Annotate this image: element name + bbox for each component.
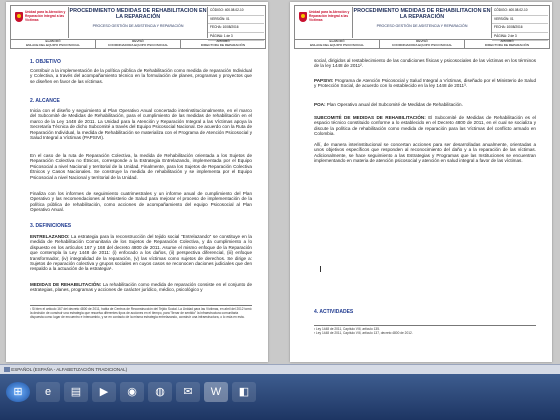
definition — [30, 234, 252, 272]
paragraph: Contribuir a la implementación de la política pública de Rehabilitación como medida de reparación Individual y Colectiva, a través del acompañamiento técnico en la formulación de planes, programas y proyectos que se diseñen en favor de las víctimas. — [30, 68, 252, 84]
language-indicator[interactable]: ESPAÑOL (ESPAÑA - ALFABETIZACIÓN TRADICIONAL) — [11, 367, 128, 372]
sig-label: ELABORÓ — [329, 39, 345, 43]
date: FECHA: 10/08/2016 — [492, 24, 548, 33]
taskbar — [0, 374, 560, 420]
definition-text: Plan Operativo anual del Subcomité de Medidas de Rehabilitación. — [325, 102, 463, 107]
definition-text: Programa de Atención Psicosocial y Salud Integral a Víctimas, diseñado por el Ministerio de Salud y Protección Social, de acuerdo con lo establecido en la ley 1448 de 2011³. — [314, 78, 536, 89]
coat-of-arms-icon — [15, 12, 23, 22]
logo — [12, 7, 69, 38]
term: ENTRELAZANDO: — [30, 234, 70, 239]
definition — [314, 102, 536, 107]
sig-name: DIRECTORA DE REPARACIÓN — [200, 43, 246, 47]
section-heading: 3. DEFINICIONES — [30, 223, 72, 229]
paragraph: En el caso de la ruta de Reparación Colectiva, la medida de Rehabilitación orientada a los Sujetos de Reparación Colectiva no Étnicos, corresponde a la Estrategia Entrelazando, implementada por el Equipo Psicosocial a nivel Nacional y territorial de la Unidad. Finalmente, para los Sujetos de Reparación Colectiva Étnicos y Casos Nacionales. Se construye la medida de rehabilitación y se implementa por el Equipo Psicosocial a nivel Nacional y territorial de la Unidad. — [30, 153, 252, 180]
section-heading: 2. ALCANCE — [30, 98, 60, 104]
media-player-icon[interactable]: ▶ — [92, 382, 116, 402]
definition-text: La rehabilitación como medida de reparación consiste en el conjunto de estrategias, planes, programas y acciones de carácter jurídico, médico, psicológico y — [30, 282, 252, 293]
internet-explorer-icon[interactable]: e — [36, 382, 60, 402]
paragraph: social, dirigidos al restablecimiento de las condiciones físicas y psicosociales de las víctimas en los términos de la ley 1448 de 2011². — [314, 58, 536, 69]
firefox-icon[interactable]: ◍ — [148, 382, 172, 402]
definition-text: La estrategia para la reconstrucción del tejido social "Entrelazando" se constituye en la medida de Rehabilitación Comunitaria de los Sujetos de Reparación Colectiva, y da cumplimiento a lo dispuesto en los artículos 167 y 168 del decreto 4800 de 2011. Asume el mismo enfoque de la Reparación que contempla la Ley 1448 de 2011: (i) enfocado a los daños, (ii) perspectiva diferencial, (iii) enfoque transformador, (iv) integralidad de la reparación, (v) las víctimas como sujetos de derechos. Se dirige a: Sujetos de reparación colectiva y grupos sociales en cuyos casos se reconocen daciones judiciales que den respaldo a la actuación de la estrategia¹. — [30, 234, 252, 272]
paragraph: Allí, de manera interinstitucional se concertan acciones para ser desarrolladas anualmente, orientadas a unos objetivos específicos que responden al reconocimiento del daño y a la reparación de las víctimas. Adicionalmente, se hace seguimiento a las Estrategias y Programas que las Instituciones se encuentran implementando en materia de atención psicosocial y atención en salud integral a favor de las víctimas. — [314, 142, 536, 164]
footnote: ¹ Si bien el artículo 167 del decreto 4800 de 2011, habla de Centros de Reconstrucción del Tejido Social. La Unidad para las Víctimas, en abril del 2012 tomó la decisión de construir una estrategia que resuelva diferentes tipos de acciones en el tiempo, para "llenar de sentido" la infraestructura comunitaria dispuesta como lugar de encuentro e intercambio, y se en contacto de la misma estrategia entrelazando, construir una infraestructura, o lo esta en esta. — [30, 307, 252, 319]
signature-row — [294, 39, 550, 49]
code: CÓDIGO: 400.08.02-10 — [208, 7, 264, 16]
start-button[interactable]: ⊞ — [6, 382, 30, 402]
term: POA: — [314, 102, 326, 107]
definition — [314, 78, 536, 89]
paragraph: Inicia con el diseño y seguimiento al Plan Operativo Anual concertado interinstitucionalmente, en el marco del Subcomité de Medidas de Rehabilitación, para el cumplimiento de las medidas de rehabilitación en el marco de la Ley 1448 de 2011. La Unidad para la Atención y Reparación Integral a las Víctimas apoya la Secretaría Técnica de dicho Subcomité a través del Equipo Psicosocial Nacional. De acuerdo con la Ruta de Reparación Individual, la medida de Rehabilitación se materializa con el Programa de Atención Psicosocial y Salud Integral a Víctimas (PAPSIVI). — [30, 108, 252, 141]
sig-label: ELABORÓ — [45, 39, 61, 43]
version: VERSIÓN: 01 — [492, 16, 548, 25]
paragraph: Finaliza con los informes de seguimiento cuatrimestrales y un informe anual de cumplimiento del Plan Operativo y las recomendaciones al Ministerio de Salud para mejorar el proceso de implementación de la política pública de rehabilitación, como acciones de acompañamiento del equipo Psicosocial al Plan Operativo Anual. — [30, 191, 252, 213]
process-name: PROCESO GESTIÓN DE ASISTENCIA Y REPARACIÓN — [376, 24, 468, 29]
file-explorer-icon[interactable]: ▤ — [64, 382, 88, 402]
sig-label: APROBÓ — [500, 39, 514, 43]
section-heading: 4. ACTIVIDADES — [314, 309, 354, 315]
section-heading: 1. OBJETIVO — [30, 59, 61, 65]
outlook-icon[interactable]: ✉ — [176, 382, 200, 402]
process-name: PROCESO GESTIÓN DE ASISTENCIA Y REPARACIÓN — [92, 24, 184, 29]
document-title: PROCEDIMIENTO MEDIDAS DE REHABILITACION EN LA REPARACIÓN — [353, 8, 491, 20]
logo — [296, 7, 353, 38]
document-header — [10, 5, 266, 40]
definition-text: El Subcomité de Medidas de Rehabilitación es el espacio técnico constituido conforme a lo establecido en el Decreto 4800 de 2011, en el cual se socializa y discute la política de rehabilitación como medida de reparación para las Víctimas del conflicto armado en Colombia. — [314, 115, 536, 137]
word-icon[interactable]: W — [204, 382, 228, 402]
sig-label: REVISÓ — [416, 39, 428, 43]
logo-text: Unidad para la Atención y Reparación Integral a las Víctimas — [309, 10, 350, 22]
definition — [30, 282, 252, 293]
sig-name: DIRECTORA DE REPARACIÓN — [484, 43, 530, 47]
document-header — [294, 5, 550, 40]
sig-name: COORDINADORA EQUIPO PSICOSOCIAL — [391, 43, 453, 47]
date: FECHA: 10/08/2016 — [208, 24, 264, 33]
coat-of-arms-icon — [299, 12, 307, 22]
sig-name: ENLACE DEL EQUIPO PSICOSOCIAL — [26, 43, 80, 47]
spellcheck-icon[interactable] — [4, 367, 10, 372]
text-cursor — [320, 266, 321, 272]
status-bar — [0, 364, 560, 374]
pdf-icon[interactable]: ◧ — [232, 382, 256, 402]
logo-text: Unidad para la Atención y Reparación Integral a las Víctimas — [25, 10, 66, 22]
term: MEDIDAS DE REHABILITACIÓN: — [30, 282, 102, 287]
chrome-icon[interactable]: ◉ — [120, 382, 144, 402]
document-page-1 — [6, 2, 268, 362]
footnote-2: ² Ley 1448 de 2011, Capítulo VIII, artículo 135. — [314, 327, 380, 331]
page-number: PÁGINA: 2 de 3 — [492, 33, 548, 42]
sig-label: APROBÓ — [216, 39, 230, 43]
version: VERSIÓN: 01 — [208, 16, 264, 25]
code: CÓDIGO: 400.08.02-10 — [492, 7, 548, 16]
sig-name: ENLACE DEL EQUIPO PSICOSOCIAL — [310, 43, 364, 47]
sig-name: COORDINADORA EQUIPO PSICOSOCIAL — [107, 43, 169, 47]
signature-row — [10, 39, 266, 49]
footnote-3: ³ Ley 1448 de 2011, Capítulo VIII, artículo 137, decreto 4800 de 2012. — [314, 330, 413, 335]
footnote — [314, 325, 536, 336]
term: PAPSIVI: — [314, 78, 334, 83]
sig-label: REVISÓ — [132, 39, 144, 43]
page-number: PÁGINA: 1 de 3 — [208, 33, 264, 42]
document-page-2 — [290, 2, 552, 362]
definition — [314, 115, 536, 137]
document-title: PROCEDIMIENTO MEDIDAS DE REHABILITACION EN LA REPARACIÓN — [69, 8, 207, 20]
term: SUBCOMITÉ DE MEDIDAS DE REHABILITACIÓN: — [314, 115, 426, 120]
